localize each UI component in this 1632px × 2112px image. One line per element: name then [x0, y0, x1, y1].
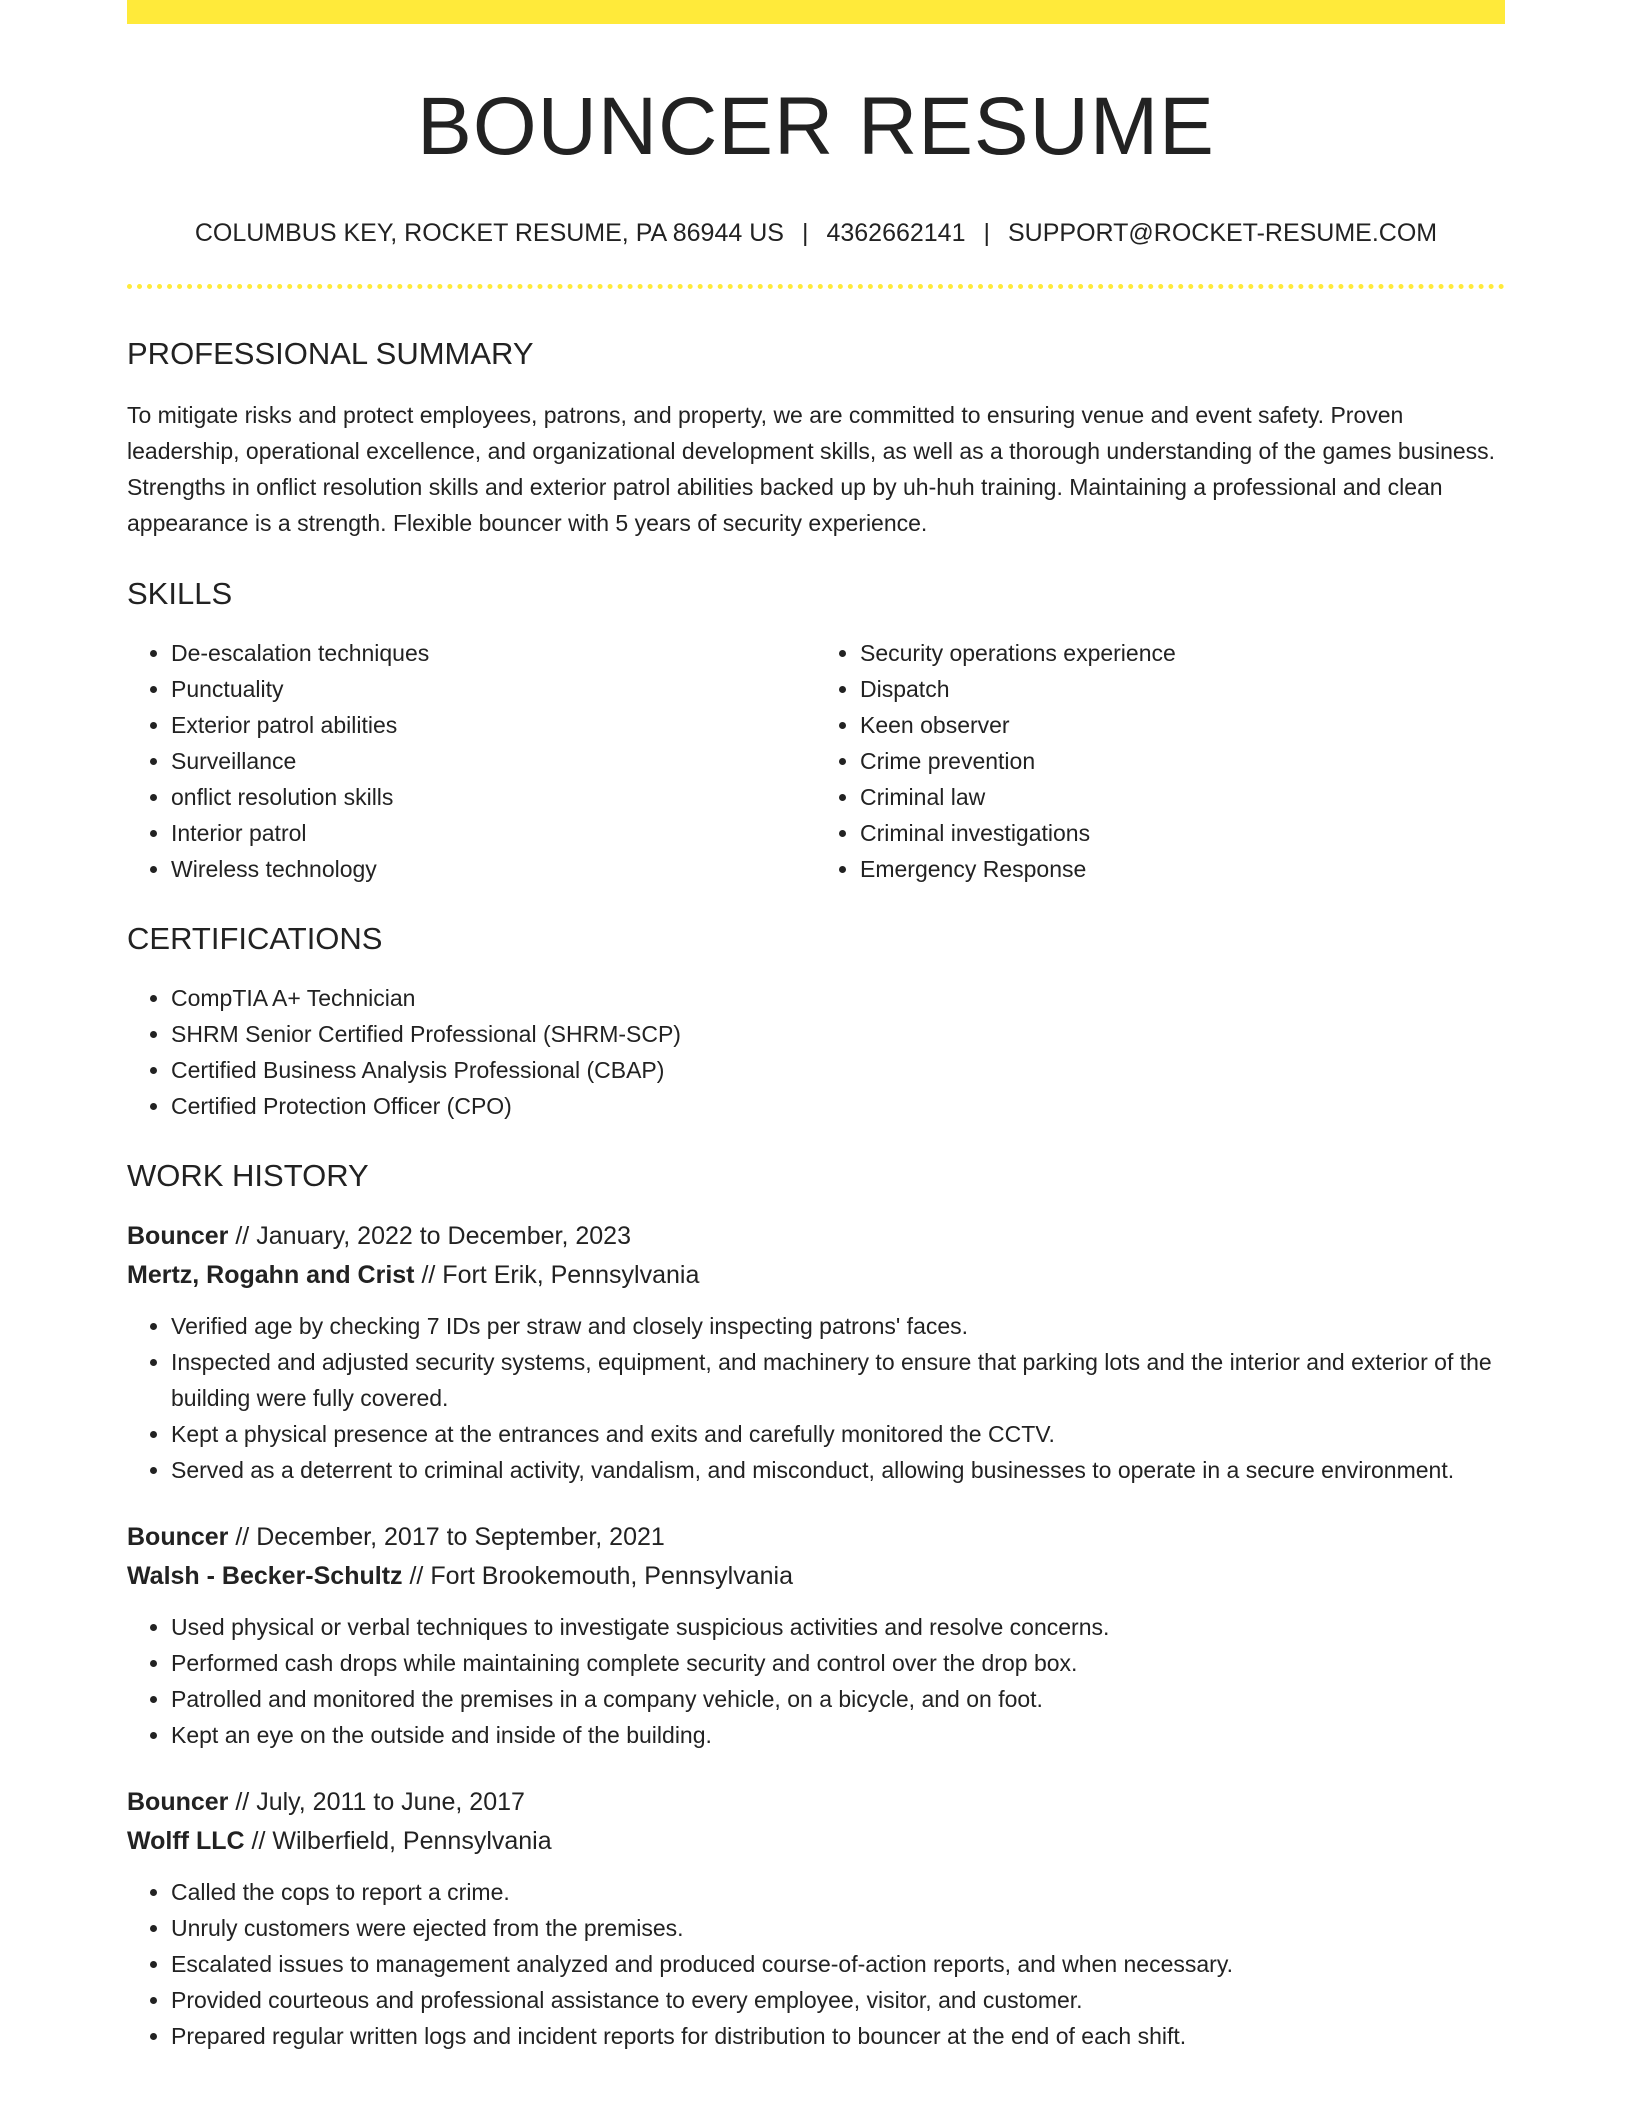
top-accent-bar: [127, 0, 1505, 24]
job-duty: • Provided courteous and professional assistance to every employee, visitor, and customer.: [171, 1982, 1505, 2018]
job-duty: • Kept a physical presence at the entrances and exits and carefully monitored the CCTV.: [171, 1416, 1505, 1452]
certification-item: • SHRM Senior Certified Professional (SHRM-SCP): [171, 1016, 1505, 1052]
skill-item: • Surveillance: [171, 743, 816, 779]
job-dates: // December, 2017 to September, 2021: [228, 1523, 665, 1551]
contact-phone: 4362662141: [826, 219, 966, 247]
skill-item: • onflict resolution skills: [171, 779, 816, 815]
skill-item: • Criminal law: [860, 779, 1505, 815]
skill-item: • Criminal investigations: [860, 815, 1505, 851]
job-company-line: [127, 1557, 1505, 1596]
job-dates: // July, 2011 to June, 2017: [228, 1788, 525, 1816]
job-title: Bouncer: [127, 1788, 229, 1816]
summary-heading: PROFESSIONAL SUMMARY: [127, 336, 534, 371]
skill-item: • Dispatch: [860, 671, 1505, 707]
job-title-line: [127, 1217, 1505, 1256]
header-divider: [127, 284, 1505, 289]
certification-item: • CompTIA A+ Technician: [171, 980, 1505, 1016]
skill-item: • Crime prevention: [860, 743, 1505, 779]
job-company: Walsh - Becker-Schultz: [127, 1562, 403, 1590]
skills-section: [127, 578, 1505, 887]
contact-separator: |: [983, 219, 990, 247]
job-duty: • Performed cash drops while maintaining complete security and control over the drop box.: [171, 1645, 1505, 1681]
skill-item: • Interior patrol: [171, 815, 816, 851]
skills-columns: [127, 635, 1505, 887]
skills-list-left: [127, 635, 816, 887]
certifications-list: [127, 980, 1505, 1124]
job-title: Bouncer: [127, 1222, 229, 1250]
job-company: Wolff LLC: [127, 1827, 245, 1855]
skill-item: • Emergency Response: [860, 851, 1505, 887]
job-company-line: [127, 1822, 1505, 1861]
contact-line: [127, 221, 1505, 246]
job-duties-list: [127, 1609, 1505, 1753]
job-duty: • Kept an eye on the outside and inside of the building.: [171, 1717, 1505, 1753]
job-company-line: [127, 1256, 1505, 1295]
job-company: Mertz, Rogahn and Crist: [127, 1261, 415, 1289]
job-duty: • Patrolled and monitored the premises in a company vehicle, on a bicycle, and on foot.: [171, 1681, 1505, 1717]
skill-item: • Keen observer: [860, 707, 1505, 743]
job-duty: • Escalated issues to management analyzed and produced course-of-action reports, and when necessary.: [171, 1946, 1505, 1982]
job-duty: • Unruly customers were ejected from the premises.: [171, 1910, 1505, 1946]
job-duty: • Inspected and adjusted security systems, equipment, and machinery to ensure that parking lots and the interior and exterior of the building were fully covered.: [171, 1344, 1505, 1416]
summary-section: [127, 338, 1505, 541]
job-duty: • Verified age by checking 7 IDs per straw and closely inspecting patrons' faces.: [171, 1308, 1505, 1344]
job-dates: // January, 2022 to December, 2023: [228, 1222, 631, 1250]
skill-item: • Exterior patrol abilities: [171, 707, 816, 743]
job-entry: [127, 1518, 1505, 1753]
skill-item: • Punctuality: [171, 671, 816, 707]
job-duty: • Served as a deterrent to criminal activity, vandalism, and misconduct, allowing businesses to operate in a secure environment.: [171, 1452, 1505, 1488]
skill-item: • De-escalation techniques: [171, 635, 816, 671]
job-duties-list: [127, 1874, 1505, 2054]
skills-heading: SKILLS: [127, 576, 233, 611]
contact-address: COLUMBUS KEY, ROCKET RESUME, PA 86944 US: [194, 219, 784, 247]
job-duty: • Called the cops to report a crime.: [171, 1874, 1505, 1910]
summary-text: To mitigate risks and protect employees, patrons, and property, we are committed to ensuring venue and event safety. Proven leadership, operational excellence, and organizational development skills, as well as a thorough understanding of the games business. Strengths in onflict resolution skills and exterior patrol abilities backed up by uh-huh training. Maintaining a professional and clean appearance is a strength. Flexible bouncer with 5 years of security experience.: [127, 402, 1496, 536]
work-history-heading: WORK HISTORY: [127, 1158, 369, 1193]
certification-item: • Certified Protection Officer (CPO): [171, 1088, 1505, 1124]
job-location: // Fort Brookemouth, Pennsylvania: [402, 1562, 793, 1590]
contact-email: SUPPORT@ROCKET-RESUME.COM: [1008, 219, 1438, 247]
job-title-line: [127, 1518, 1505, 1557]
resume-page: [127, 0, 1505, 2054]
job-entry: [127, 1783, 1505, 2054]
job-title: Bouncer: [127, 1523, 229, 1551]
job-duty: • Prepared regular written logs and incident reports for distribution to bouncer at the end of each shift.: [171, 2018, 1505, 2054]
certifications-section: [127, 923, 1505, 1124]
job-duties-list: [127, 1308, 1505, 1488]
job-entry: [127, 1217, 1505, 1488]
job-duty: • Used physical or verbal techniques to investigate suspicious activities and resolve concerns.: [171, 1609, 1505, 1645]
resume-title: BOUNCER RESUME: [417, 81, 1215, 172]
job-location: // Fort Erik, Pennsylvania: [414, 1261, 700, 1289]
skills-list-right: [816, 635, 1505, 887]
work-history-section: [127, 1160, 1505, 2054]
job-title-line: [127, 1783, 1505, 1822]
job-location: // Wilberfield, Pennsylvania: [244, 1827, 552, 1855]
certifications-heading: CERTIFICATIONS: [127, 921, 383, 956]
contact-separator: |: [801, 219, 809, 247]
skill-item: • Security operations experience: [860, 635, 1505, 671]
certification-item: • Certified Business Analysis Professional (CBAP): [171, 1052, 1505, 1088]
skill-item: • Wireless technology: [171, 851, 816, 887]
